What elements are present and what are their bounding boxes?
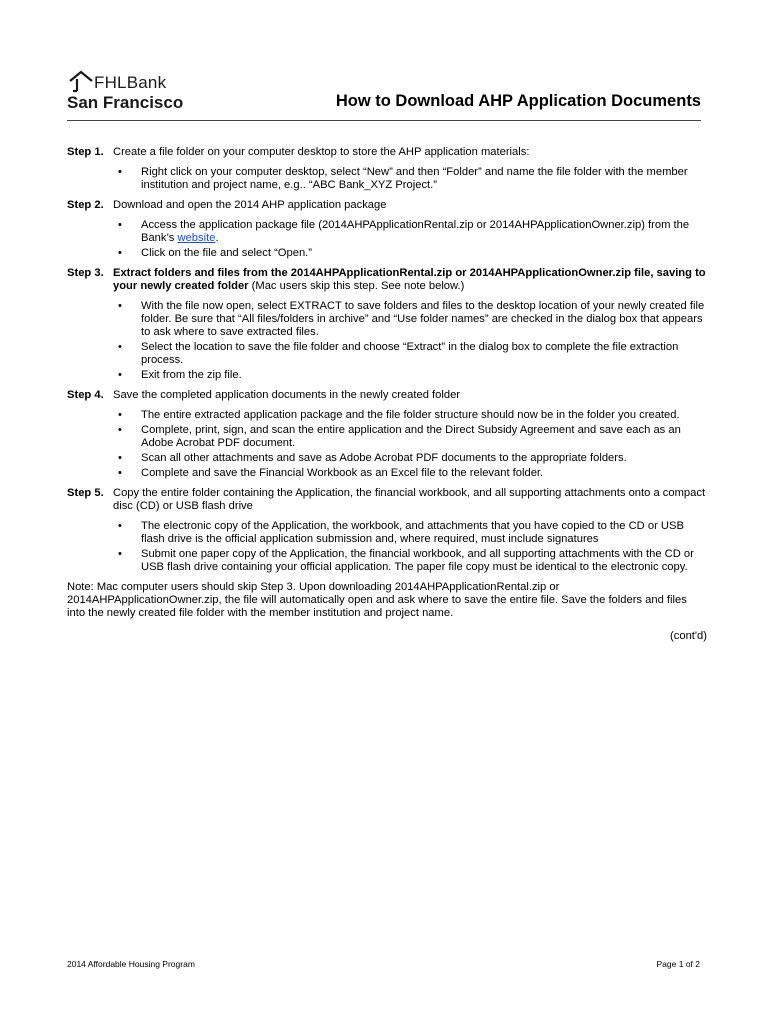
step-heading-wrapper <box>113 267 707 293</box>
list-item: • Right click on your computer desktop, select “New” and then “Folder” and name the file folder with the member institution and project name, e.g.. “ABC Bank_XYZ Project.” <box>113 166 707 192</box>
fhlbank-logo <box>67 68 197 114</box>
step-1-bullets <box>113 166 707 192</box>
mac-users-note: Note: Mac computer users should skip Step 3. Upon downloading 2014AHPApplicationRental.zip or 2014AHPApplicationOwner.zip, the file will automatically open and ask where to save the entire file. Save the folders and files into the newly created file folder with the member institution and project name. <box>67 581 687 619</box>
step-2-bullets <box>113 219 707 260</box>
step-heading-note: (Mac users skip this step. See note below.) <box>248 280 465 292</box>
step-heading: Create a file folder on your computer desktop to store the AHP application materials: <box>113 146 530 158</box>
step-heading: Copy the entire folder containing the Application, the financial workbook, and all supporting attachments onto a compact disc (CD) or USB flash drive <box>113 487 706 512</box>
step-4 <box>67 389 707 402</box>
list-item: • Click on the file and select “Open.” <box>113 247 707 260</box>
step-heading: Download and open the 2014 AHP application package <box>113 199 387 211</box>
step-number: Step 4. <box>67 389 104 401</box>
list-item: • With the file now open, select EXTRACT to save folders and files to the desktop location of your newly created file folder. Be sure that “All files/folders in archive” and “Use folder names” are checked in the dialog box that appears to ask where to save extracted files. <box>113 300 707 339</box>
website-link[interactable]: website <box>177 232 216 244</box>
list-item: • Complete, print, sign, and scan the entire application and the Direct Subsidy Agreement and save each as an Adobe Acrobat PDF document. <box>113 424 707 450</box>
step-heading: Extract folders and files from the 2014AHPApplicationRental.zip or 2014AHPApplicationOwner.zip file, saving to your newly created folder <box>113 267 706 292</box>
step-number: Step 5. <box>67 487 104 499</box>
document-body <box>67 146 707 643</box>
list-item: • Submit one paper copy of the Application, the financial workbook, and all supporting attachments with the CD or USB flash drive containing your official application. The paper file copy must be identical to the electronic copy. <box>113 548 707 574</box>
step-5 <box>67 487 707 513</box>
list-item: • Exit from the zip file. <box>113 369 707 382</box>
step-heading: Save the completed application documents in the newly created folder <box>113 389 461 401</box>
house-roof-icon <box>68 69 94 93</box>
footer-page-number: Page 1 of 2 <box>656 959 700 969</box>
list-item: • The electronic copy of the Application, the workbook, and attachments that you have copied to the CD or USB flash drive is the official application submission and, where required, must include signatures <box>113 520 707 546</box>
step-number: Step 1. <box>67 146 104 158</box>
logo-text-fhlbank: FHLBank <box>94 73 167 92</box>
page-title: How to Download AHP Application Documents <box>335 92 701 110</box>
list-item: • Complete and save the Financial Workbook as an Excel file to the relevant folder. <box>113 467 707 480</box>
step-number: Step 2. <box>67 199 104 211</box>
step-2 <box>67 199 707 212</box>
footer-program-name: 2014 Affordable Housing Program <box>67 959 195 969</box>
continued-marker: (cont'd) <box>670 630 707 642</box>
list-item-text: Access the application package file (2014AHPApplicationRental.zip or 2014AHPApplicationOwner.zip) from the Bank’s <box>141 219 690 244</box>
page-header <box>67 68 701 122</box>
step-4-bullets <box>113 409 707 480</box>
list-item: • Scan all other attachments and save as Adobe Acrobat PDF documents to the appropriate folders. <box>113 452 707 465</box>
list-item: • Select the location to save the file folder and choose “Extract” in the dialog box to complete the file extraction process. <box>113 341 707 367</box>
step-3-bullets <box>113 300 707 382</box>
step-3 <box>67 267 707 293</box>
step-1 <box>67 146 707 159</box>
link-suffix: . <box>215 232 219 244</box>
list-item: • The entire extracted application package and the file folder structure should now be in the folder you created. <box>113 409 707 422</box>
header-divider <box>67 120 701 121</box>
list-item <box>113 219 707 245</box>
logo-text-san-francisco: San Francisco <box>67 93 184 112</box>
step-number: Step 3. <box>67 267 104 279</box>
step-5-bullets <box>113 520 707 574</box>
